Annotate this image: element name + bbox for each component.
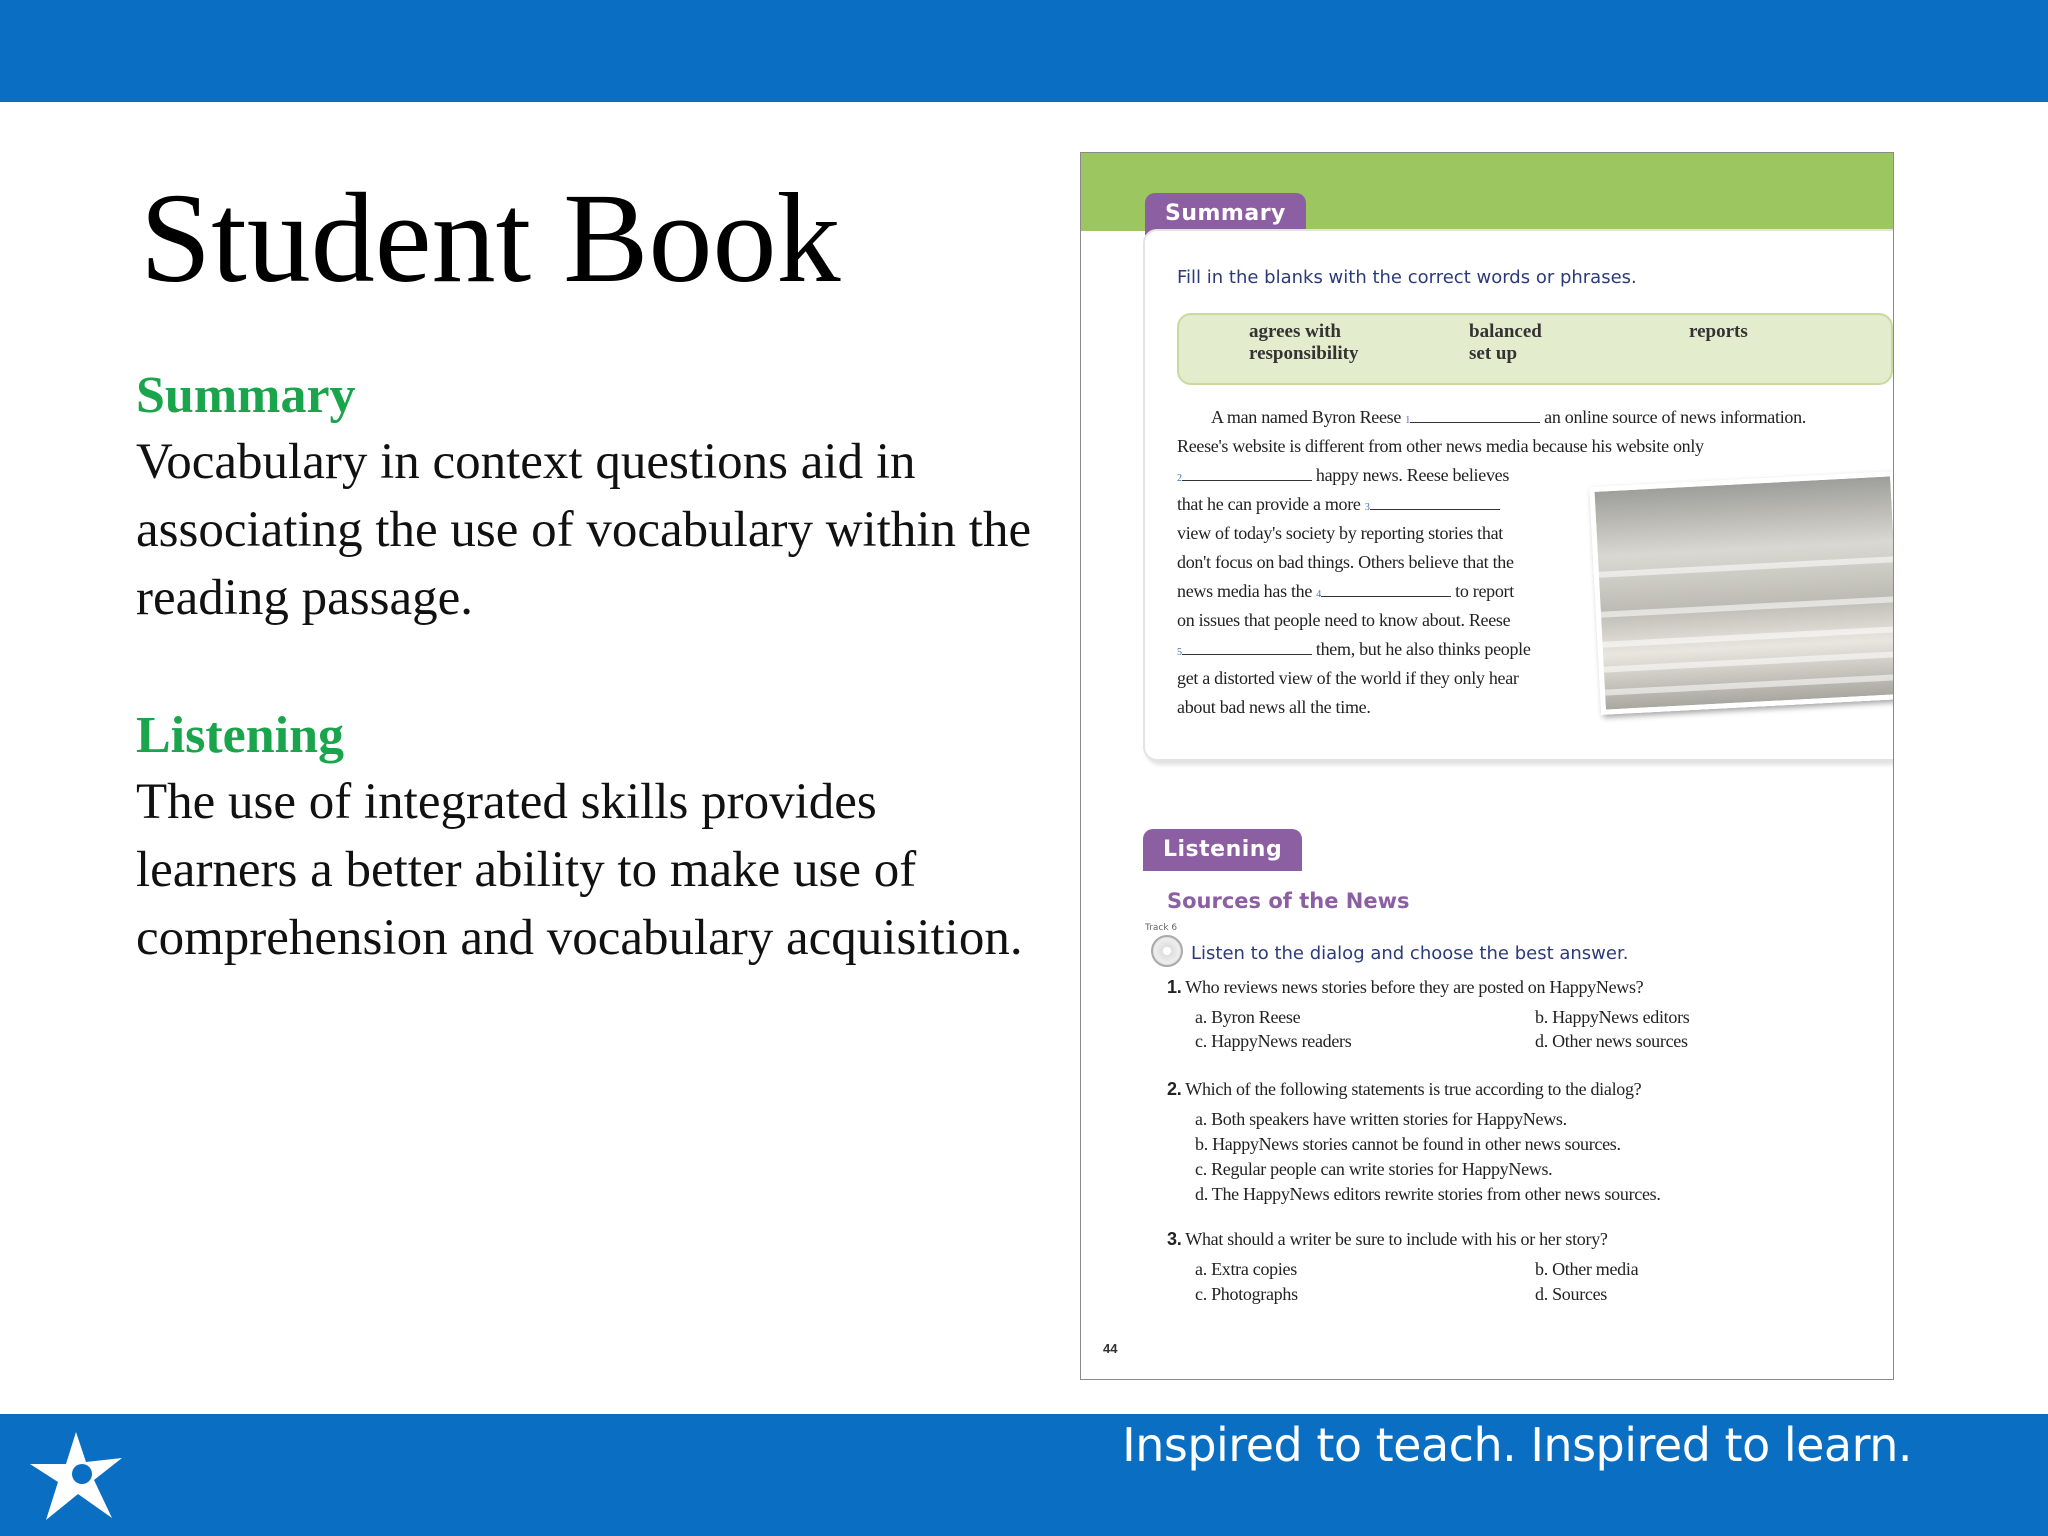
track-label: Track 6 (1145, 923, 1178, 933)
answer-option: d. Other news sources (1535, 1031, 1688, 1051)
answer-option: c. Photographs (1195, 1284, 1298, 1304)
summary-tab: Summary (1145, 193, 1306, 235)
word-bank (1177, 313, 1893, 385)
passage-line: about bad news all the time. (1177, 697, 1371, 717)
top-banner (0, 0, 2048, 102)
question-2: 2. Which of the following statements is true according to the dialog? (1167, 1079, 1642, 1099)
page-number: 44 (1103, 1341, 1118, 1356)
passage-line: Reese's website is different from other news media because his website only (1177, 436, 1704, 456)
brand-star-logo-icon (26, 1428, 126, 1524)
passage-line: on issues that people need to know about. Reese (1177, 610, 1511, 630)
answer-option: b. HappyNews editors (1535, 1007, 1690, 1027)
passage-line: don't focus on bad things. Others believe that the (1177, 552, 1514, 572)
answer-option: d. The HappyNews editors rewrite stories from other news sources. (1195, 1184, 1661, 1204)
answer-option: a. Both speakers have written stories for HappyNews. (1195, 1109, 1567, 1129)
student-book-page (1080, 152, 1894, 1380)
word-bank-item: responsibility (1249, 343, 1359, 364)
listening-body: The use of integrated skills provides learners a better ability to make use of comprehension and vocabulary acquisition. (136, 774, 1023, 966)
newspaper-photo (1589, 471, 1894, 715)
summary-body: Vocabulary in context questions aid in associating the use of vocabulary within the reading passage. (136, 434, 1032, 626)
answer-option: c. Regular people can write stories for HappyNews. (1195, 1159, 1553, 1179)
answer-option: c. HappyNews readers (1195, 1031, 1352, 1051)
slide-title: Student Book (140, 167, 841, 309)
word-bank-item: balanced (1469, 321, 1542, 342)
footer-tagline: Inspired to teach. Inspired to learn. (1122, 1418, 1912, 1472)
listening-section (136, 704, 1036, 972)
question-3: 3. What should a writer be sure to include with his or her story? (1167, 1229, 1608, 1249)
audio-cd-icon (1151, 935, 1183, 967)
listening-instruction: Listen to the dialog and choose the best answer. (1191, 943, 1629, 964)
summary-section (136, 364, 1036, 632)
answer-option: a. Byron Reese (1195, 1007, 1301, 1027)
passage-line: get a distorted view of the world if they only hear (1177, 668, 1519, 688)
passage-line: 2 happy news. Reese believes (1177, 465, 1510, 485)
listening-subtitle: Sources of the News (1167, 889, 1410, 913)
word-bank-item: reports (1689, 321, 1748, 342)
word-bank-item: agrees with (1249, 321, 1341, 342)
listening-tab: Listening (1143, 829, 1302, 871)
passage-line: that he can provide a more 3 (1177, 494, 1500, 515)
passage-line: A man named Byron Reese 1 an online source of news information. (1211, 407, 1806, 427)
answer-option: b. Other media (1535, 1259, 1639, 1279)
listening-heading: Listening (136, 707, 345, 764)
question-1: 1. Who reviews news stories before they are posted on HappyNews? (1167, 977, 1644, 997)
answer-option: d. Sources (1535, 1284, 1607, 1304)
passage-line: view of today's society by reporting stories that (1177, 523, 1503, 543)
summary-instruction: Fill in the blanks with the correct words or phrases. (1177, 267, 1637, 288)
word-bank-item: set up (1469, 343, 1518, 364)
summary-heading: Summary (136, 367, 356, 424)
answer-option: a. Extra copies (1195, 1259, 1297, 1279)
passage-line: news media has the 4 to report (1177, 581, 1514, 601)
passage-line: 5 them, but he also thinks people (1177, 639, 1531, 659)
answer-option: b. HappyNews stories cannot be found in other news sources. (1195, 1134, 1621, 1154)
